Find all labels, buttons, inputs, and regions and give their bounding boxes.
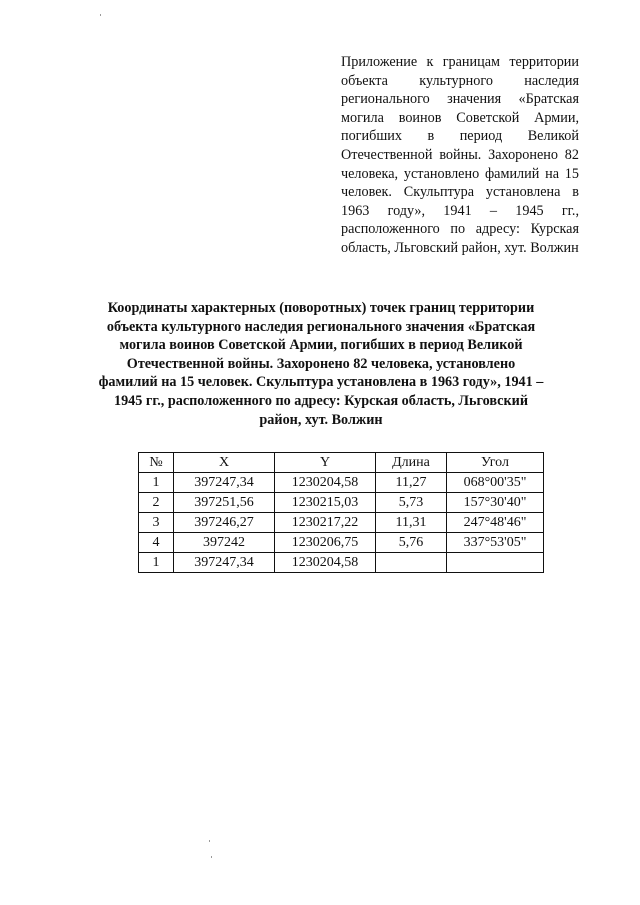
cell-angle xyxy=(447,553,544,573)
cell-length: 5,76 xyxy=(376,533,447,553)
cell-angle: 337°53'05" xyxy=(447,533,544,553)
cell-angle: 157°30'40" xyxy=(447,493,544,513)
cell-x: 397246,27 xyxy=(174,513,275,533)
cell-x: 397251,56 xyxy=(174,493,275,513)
scan-speck xyxy=(209,840,210,842)
table-row xyxy=(139,553,544,573)
cell-x: 397242 xyxy=(174,533,275,553)
cell-length: 11,31 xyxy=(376,513,447,533)
cell-angle: 247°48'46" xyxy=(447,513,544,533)
cell-length: 11,27 xyxy=(376,473,447,493)
cell-y: 1230206,75 xyxy=(275,533,376,553)
header-angle: Угол xyxy=(447,453,544,473)
cell-length xyxy=(376,553,447,573)
header-y: Y xyxy=(275,453,376,473)
cell-length: 5,73 xyxy=(376,493,447,513)
cell-number: 2 xyxy=(139,493,174,513)
cell-x: 397247,34 xyxy=(174,473,275,493)
coordinates-table xyxy=(138,452,544,573)
table-header-row xyxy=(139,453,544,473)
cell-y: 1230204,58 xyxy=(275,553,376,573)
header-x: X xyxy=(174,453,275,473)
scan-speck xyxy=(211,856,212,858)
scan-speck xyxy=(100,14,101,16)
cell-y: 1230215,03 xyxy=(275,493,376,513)
cell-y: 1230204,58 xyxy=(275,473,376,493)
header-number: № xyxy=(139,453,174,473)
appendix-note: Приложение к границам территории объекта культурного наследия регионального значения «Братская могила воинов Советской Армии, погибших в период Великой Отечественной войны. Захоронено 82 человека, установлено фамилий на 15 человек. Скульптура установлена в 1963 году», 1941 – 1945 гг., расположенного по адресу: Курская область, Льговский район, хут. Волжин xyxy=(341,54,579,256)
cell-angle: 068°00'35" xyxy=(447,473,544,493)
cell-number: 3 xyxy=(139,513,174,533)
cell-number: 1 xyxy=(139,553,174,573)
table-row xyxy=(139,473,544,493)
table-row xyxy=(139,513,544,533)
document-title: Координаты характерных (поворотных) точек границ территории объекта культурного наследия регионального значения «Братская могила воинов Советской Армии, погибших в период Великой Отечественной войны. Захоронено 82 человека, установлено фамилий на 15 человек. Скульптура установлена в 1963 году», 1941 – 1945 гг., расположенного по адресу: Курская область, Льговский район, хут. Волжин xyxy=(98,300,544,428)
cell-x: 397247,34 xyxy=(174,553,275,573)
cell-number: 4 xyxy=(139,533,174,553)
table-row xyxy=(139,533,544,553)
cell-y: 1230217,22 xyxy=(275,513,376,533)
table-row xyxy=(139,493,544,513)
cell-number: 1 xyxy=(139,473,174,493)
header-length: Длина xyxy=(376,453,447,473)
